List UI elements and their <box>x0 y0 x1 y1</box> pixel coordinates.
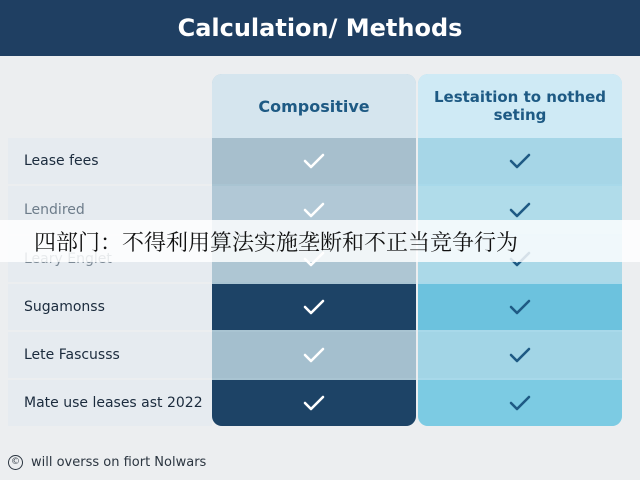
footer-note <box>8 452 206 472</box>
checkmark-icon <box>303 202 325 218</box>
cell-compositive <box>212 284 416 330</box>
row-label: Lete Fascusss <box>8 332 212 378</box>
cell-lestaition <box>418 332 622 378</box>
checkmark-icon <box>303 299 325 315</box>
cell-compositive <box>212 138 416 184</box>
checkmark-icon <box>509 395 531 411</box>
checkmark-icon <box>509 153 531 169</box>
page-title: Calculation/ Methods <box>177 14 463 42</box>
checkmark-icon <box>509 347 531 363</box>
checkmark-icon <box>509 299 531 315</box>
checkmark-icon <box>303 153 325 169</box>
footer-text: will overss on fiort Nolwars <box>31 454 207 470</box>
column-header-lestaition: Lestaition to nothed seting <box>418 74 622 138</box>
table-row <box>8 284 622 330</box>
table-row <box>8 380 622 426</box>
row-label: Sugamonss <box>8 284 212 330</box>
table-row <box>8 138 622 184</box>
cell-lestaition <box>418 284 622 330</box>
checkmark-icon <box>509 202 531 218</box>
checkmark-icon <box>303 395 325 411</box>
row-label: Mate use leases ast 2022 <box>8 380 212 426</box>
cell-compositive <box>212 380 416 426</box>
copyright-icon: © <box>8 455 23 470</box>
page-header <box>0 0 640 56</box>
checkmark-icon <box>303 347 325 363</box>
cell-lestaition <box>418 380 622 426</box>
cell-lestaition <box>418 138 622 184</box>
row-label: Lease fees <box>8 138 212 184</box>
cell-compositive <box>212 332 416 378</box>
caption-text: 四部门：不得利用算法实施垄断和不正当竞争行为 <box>34 230 519 256</box>
table-row <box>8 332 622 378</box>
column-header-compositive: Compositive <box>212 74 416 138</box>
caption-overlay <box>0 220 640 262</box>
row-label: Lendired <box>8 186 212 234</box>
